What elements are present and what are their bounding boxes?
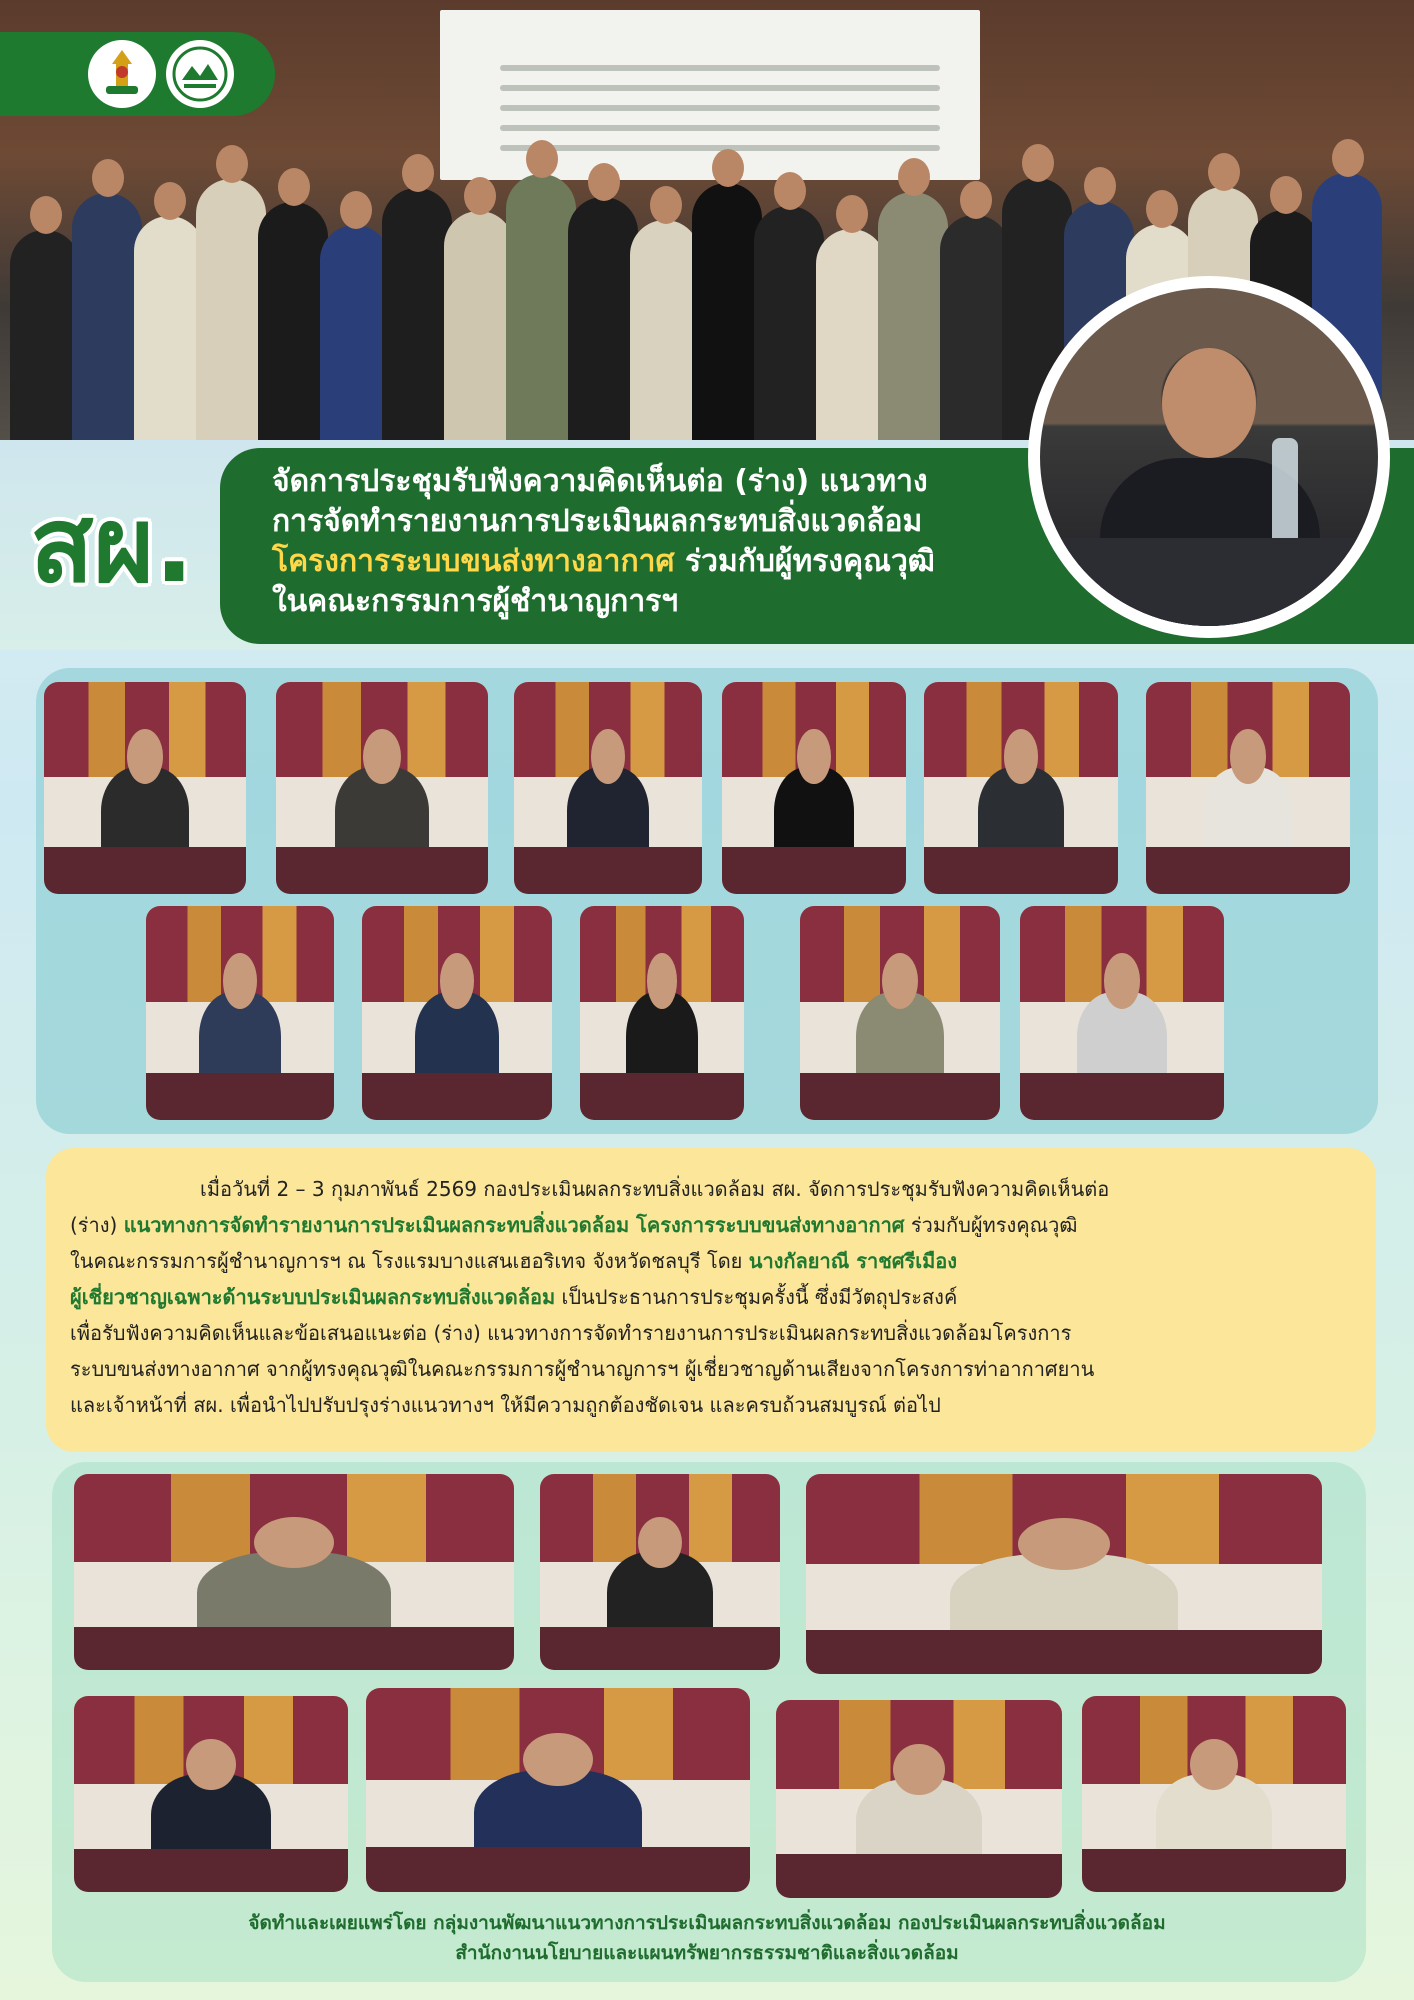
credit-line-2: สำนักงานนโยบายและแผนทรัพยากรธรรมชาติและสิ่งแวดล้อม: [455, 1942, 959, 1964]
logo-bar: [0, 32, 275, 116]
meeting-photo-7: [1082, 1696, 1346, 1892]
expert-photo-11: [1020, 906, 1224, 1120]
title-highlight: โครงการระบบขนส่งทางอากาศ: [272, 544, 675, 579]
body-line-5: เพื่อรับฟังความคิดเห็นและข้อเสนอแนะต่อ (ร่าง) แนวทางการจัดทำรายงานการประเมินผลกระทบสิ่งแวดล้อมโครงการ: [70, 1321, 1072, 1345]
body-line-1: เมื่อวันที่ 2 – 3 กุมภาพันธ์ 2569 กองประเมินผลกระทบสิ่งแวดล้อม สผ. จัดการประชุมรับฟังความคิดเห็นต่อ: [200, 1177, 1110, 1201]
title-line-1: จัดการประชุมรับฟังความคิดเห็นต่อ (ร่าง) แนวทาง: [272, 464, 928, 499]
expert-photo-10: [800, 906, 1000, 1120]
expert-photo-2: [276, 682, 488, 894]
body-line-4: ผู้เชี่ยวชาญเฉพาะด้านระบบประเมินผลกระทบสิ่งแวดล้อม เป็นประธานการประชุมครั้งนี้ ซึ่งมีวัตถุประสงค์: [70, 1285, 958, 1309]
chair-portrait: [1040, 288, 1378, 626]
title-line-4: ในคณะกรรมการผู้ชำนาญการฯ: [272, 584, 679, 619]
expert-photo-6: [1146, 682, 1350, 894]
expert-photo-7: [146, 906, 334, 1120]
meeting-photo-1: [74, 1474, 514, 1670]
body-line-7: และเจ้าหน้าที่ สผ. เพื่อนำไปปรับปรุงร่างแนวทางฯ ให้มีความถูกต้องชัดเจน และครบถ้วนสมบูรณ์ ต่อไป: [70, 1393, 941, 1417]
body-line-6: ระบบขนส่งทางอากาศ จากผู้ทรงคุณวุฒิในคณะกรรมการผู้ชำนาญการฯ ผู้เชี่ยวชาญด้านเสียงจากโครงการท่าอากาศยาน: [70, 1357, 1095, 1381]
expert-photo-5: [924, 682, 1118, 894]
expert-photo-8: [362, 906, 552, 1120]
expert-photo-4: [722, 682, 906, 894]
meeting-photo-3: [806, 1474, 1322, 1674]
credit-line-1: จัดทำและเผยแพร่โดย กลุ่มงานพัฒนาแนวทางการประเมินผลกระทบสิ่งแวดล้อม กองประเมินผลกระทบสิ่งแวดล้อม: [248, 1912, 1166, 1934]
meeting-photo-4: [74, 1696, 348, 1892]
expert-photo-3: [514, 682, 702, 894]
org-abbreviation: สผ.: [30, 484, 194, 606]
event-banner: [440, 10, 980, 180]
title-line-3: โครงการระบบขนส่งทางอากาศ ร่วมกับผู้ทรงคุณวุฒิ: [272, 544, 935, 579]
meeting-photo-6: [776, 1700, 1062, 1898]
body-line-2: (ร่าง) แนวทางการจัดทำรายงานการประเมินผลกระทบสิ่งแวดล้อม โครงการระบบขนส่งทางอากาศ ร่วมกับผู้ทรงคุณวุฒิ: [70, 1213, 1078, 1237]
expert-photo-1: [44, 682, 246, 894]
onep-logo-icon: [166, 40, 234, 108]
meeting-photo-2: [540, 1474, 780, 1670]
meeting-photo-5: [366, 1688, 750, 1892]
expert-photo-9: [580, 906, 744, 1120]
ministry-crest-icon: [88, 40, 156, 108]
title-line-2: การจัดทำรายงานการประเมินผลกระทบสิ่งแวดล้อม: [272, 504, 923, 539]
body-line-3: ในคณะกรรมการผู้ชำนาญการฯ ณ โรงแรมบางแสนเฮอริเทจ จังหวัดชลบุรี โดย นางกัลยาณี ราชศรีเมือง: [70, 1249, 958, 1273]
